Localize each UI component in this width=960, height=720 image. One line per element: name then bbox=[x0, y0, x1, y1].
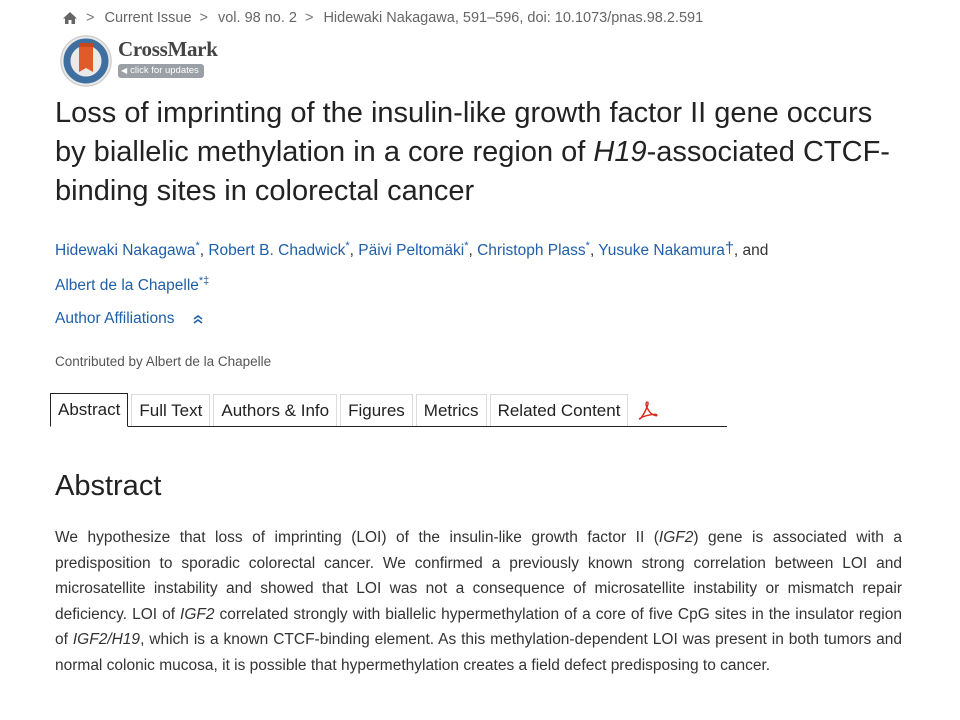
tab-authors-info[interactable]: Authors & Info bbox=[213, 394, 337, 426]
tab-related-content[interactable]: Related Content bbox=[490, 394, 629, 426]
tab-metrics[interactable]: Metrics bbox=[416, 394, 487, 426]
crossmark-subtitle: click for updates bbox=[130, 65, 199, 76]
author-mark: * bbox=[345, 240, 350, 252]
tab-pdf[interactable] bbox=[631, 394, 665, 426]
abstract-segment: correlated strongly with biallelic hypermethylation of a core of five CpG sites in the insulator region of bbox=[55, 605, 902, 649]
tab-full-text[interactable]: Full Text bbox=[131, 394, 210, 426]
breadcrumb-separator: > bbox=[199, 10, 208, 26]
abstract-segment: We hypothesize that loss of imprinting (LOI) of the insulin-like growth factor II ( bbox=[55, 529, 659, 546]
article-title bbox=[55, 94, 905, 211]
pdf-icon bbox=[638, 397, 658, 423]
contributed-by: Contributed by Albert de la Chapelle bbox=[55, 354, 272, 369]
abstract-gene-name: IGF2 bbox=[180, 605, 215, 623]
breadcrumb-separator: > bbox=[304, 10, 314, 26]
abstract-text bbox=[55, 525, 902, 679]
crossmark-title: CrossMark bbox=[118, 37, 218, 61]
chevron-left-icon: ◀ bbox=[121, 66, 128, 75]
author-mark: * bbox=[585, 240, 590, 252]
author-separator: , bbox=[349, 242, 359, 259]
author-link[interactable]: Robert B. Chadwick bbox=[208, 242, 346, 259]
author-mark: *‡ bbox=[198, 275, 210, 287]
author-list bbox=[55, 231, 915, 301]
abstract-heading: Abstract bbox=[55, 470, 162, 502]
breadcrumb bbox=[62, 10, 703, 26]
tab-figures[interactable]: Figures bbox=[340, 394, 413, 426]
breadcrumb-separator: > bbox=[86, 10, 95, 26]
author-separator: , bbox=[199, 242, 209, 259]
author-affiliations-toggle[interactable] bbox=[55, 310, 204, 328]
abstract-gene-name: IGF2 bbox=[658, 529, 694, 546]
crossmark-updates-button[interactable] bbox=[118, 64, 204, 78]
breadcrumb-citation: Hidewaki Nakagawa, 591–596, doi: 10.1073/pnas.98.2.591 bbox=[323, 10, 704, 26]
author-separator: , bbox=[589, 242, 599, 259]
breadcrumb-volume[interactable]: vol. 98 no. 2 bbox=[217, 10, 297, 26]
author-link[interactable]: Hidewaki Nakagawa bbox=[55, 242, 196, 259]
author-link[interactable]: Christoph Plass bbox=[477, 242, 586, 259]
crossmark-badge[interactable] bbox=[58, 34, 228, 88]
author-separator: , bbox=[468, 242, 478, 259]
abstract-gene-name: IGF2/H19 bbox=[72, 631, 141, 649]
double-chevron-up-icon bbox=[192, 313, 204, 325]
author-affiliations-label: Author Affiliations bbox=[55, 310, 175, 327]
tab-abstract[interactable]: Abstract bbox=[50, 393, 128, 427]
abstract-segment: , which is a known CTCF-binding element. As this methylation-dependent LOI was present in both tumors and normal colonic mucosa, it is possible that hypermethylation creates a field defect predisposing to cancer. bbox=[55, 631, 903, 674]
article-title-part: -associated CTCF-binding sites in colorectal cancer bbox=[55, 136, 890, 207]
author-mark: † bbox=[724, 240, 734, 257]
author-link[interactable]: Yusuke Nakamura bbox=[598, 242, 725, 259]
home-icon[interactable] bbox=[62, 11, 78, 25]
author-link[interactable]: Albert de la Chapelle bbox=[55, 277, 199, 294]
breadcrumb-current-issue[interactable]: Current Issue bbox=[104, 10, 192, 26]
author-separator: , and bbox=[733, 242, 769, 259]
author-link[interactable]: Päivi Peltomäki bbox=[358, 242, 465, 259]
article-title-gene: H19 bbox=[593, 136, 647, 168]
crossmark-logo-icon bbox=[58, 33, 114, 89]
author-mark: * bbox=[195, 240, 200, 252]
author-mark: * bbox=[464, 240, 469, 252]
article-title-part: Loss of imprinting of the insulin-like growth factor II gene occurs by biallelic methylation in a core region of bbox=[55, 97, 873, 168]
abstract-segment: ) gene is associated with a predisposition to sporadic colorectal cancer. We confirmed a previously known strong correlation between LOI and microsatellite instability and showed that LOI was not a consequence of microsatellite instability or mismatch repair deficiency. LOI of bbox=[55, 529, 902, 623]
article-tabs bbox=[50, 392, 727, 427]
